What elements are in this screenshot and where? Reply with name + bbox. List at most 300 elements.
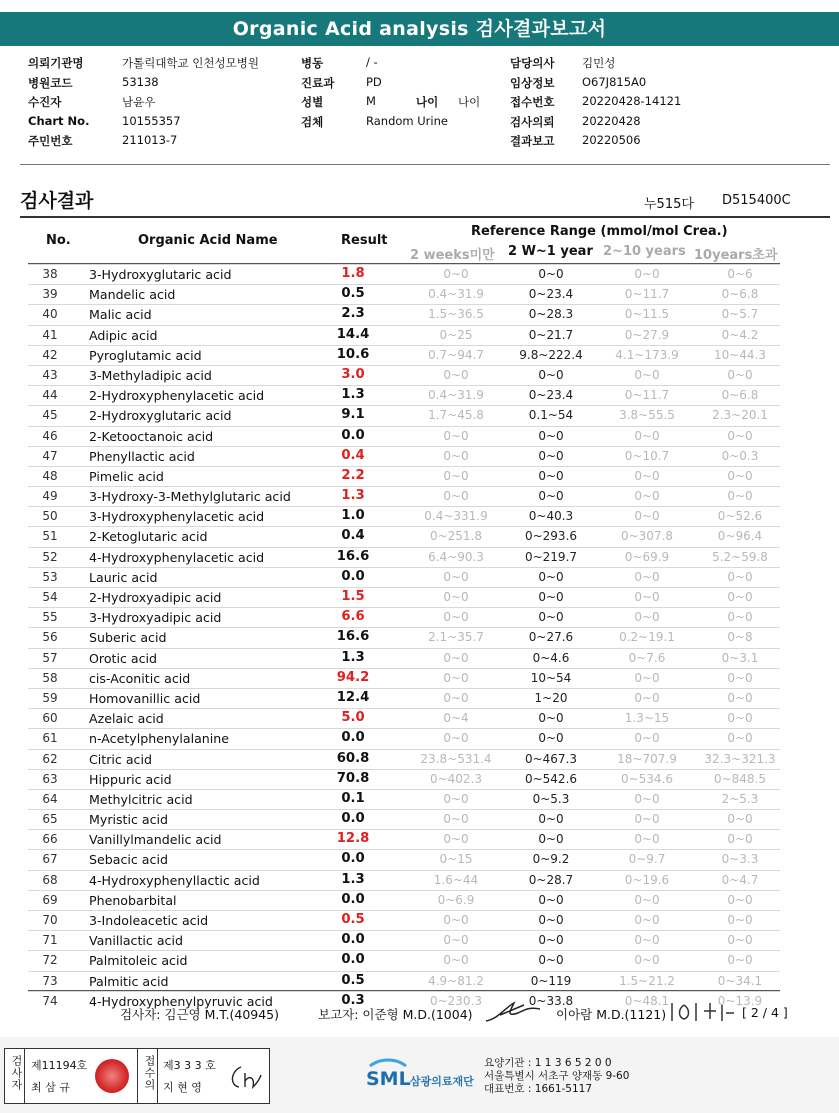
result-value: 3.0	[341, 366, 365, 382]
result-value: 0.4	[341, 528, 365, 544]
row-number: 57	[42, 650, 58, 665]
ref-2weeks: 0~0	[443, 448, 469, 463]
result-value: 1.8	[341, 266, 365, 281]
acid-name: Citric acid	[89, 751, 152, 767]
table-row	[28, 930, 780, 950]
ref-2weeks: 0.4~31.9	[428, 287, 484, 302]
ref-2weeks: 0~402.3	[429, 771, 483, 786]
licensee-name-2: 지 현 영	[163, 1081, 202, 1094]
ref-2w-1y: 0~0	[538, 569, 564, 584]
ref-10y-over: 0~0	[727, 953, 753, 968]
table-row	[28, 304, 780, 324]
license-number-2: 제3 3 3 호	[163, 1059, 216, 1072]
result-value: 6.6	[341, 609, 365, 625]
ref-2-10y: 0~0	[634, 590, 660, 604]
ref-2weeks: 2.1~35.7	[428, 630, 484, 645]
result-value: 1.3	[341, 649, 365, 665]
ref-10y-over: 0~0	[727, 367, 753, 382]
result-value: 60.8	[336, 750, 370, 766]
row-number: 44	[42, 388, 58, 403]
test-request-label: 검사의뢰	[510, 114, 555, 129]
ref-2w-1y: 0~0	[538, 953, 564, 968]
ref-2w-1y: 0~293.6	[524, 529, 578, 544]
ref-2w-1y: 0~219.7	[524, 549, 578, 564]
col-name-header: Organic Acid Name	[138, 233, 278, 248]
second-md-text: 이아람 M.D.(1121)	[556, 1007, 667, 1022]
ref-10y-over: 0~0	[727, 690, 753, 705]
acid-name: Pimelic acid	[89, 468, 164, 484]
row-number: 62	[42, 751, 58, 766]
result-value: 14.4	[336, 326, 370, 342]
ref-10y-over: 2.3~20.1	[712, 408, 768, 423]
ref-2w-1y: 0~4.6	[532, 650, 570, 665]
result-value: 5.0	[341, 710, 365, 726]
hospital-code-value: 53138	[122, 74, 159, 89]
acid-name: 2-Hydroxyphenylacetic acid	[89, 388, 265, 404]
ref-2w-1y: 0~0	[538, 610, 564, 625]
table-row	[28, 890, 780, 910]
report-title-banner	[0, 12, 839, 46]
acid-name: Malic acid	[89, 307, 152, 323]
chart-no-label: Chart No.	[28, 113, 90, 128]
acid-name: Suberic acid	[89, 630, 167, 646]
ref-10y-over: 0~0	[727, 933, 753, 948]
row-number: 71	[42, 933, 58, 948]
sex-label: 성별	[301, 95, 324, 109]
result-value: 16.6	[336, 629, 370, 645]
ref-10y-over: 0~34.1	[717, 973, 763, 988]
acid-name: 4-Hydroxyphenylacetic acid	[89, 549, 265, 565]
ref-10y-over: 2~5.3	[721, 791, 759, 806]
ref-2-10y: 1.5~21.2	[619, 973, 675, 988]
row-number: 64	[42, 791, 58, 806]
result-value: 9.1	[341, 407, 365, 423]
divider	[24, 1049, 25, 1103]
section-code-2: D515400C	[722, 193, 791, 208]
result-value: 0.1	[341, 790, 365, 806]
doctor-label: 담당의사	[510, 56, 555, 70]
row-number: 72	[42, 953, 58, 968]
result-value: 1.3	[341, 871, 365, 887]
reporter-signature	[484, 999, 542, 1025]
ref-2weeks: 0.7~94.7	[428, 347, 484, 362]
ref-2weeks: 0~0	[443, 267, 469, 281]
ref-2weeks: 0~0	[443, 489, 469, 504]
ref-col-2w-1y: 2 W~1 year	[508, 244, 593, 259]
ref-2weeks: 0.4~31.9	[428, 388, 484, 403]
table-row	[28, 426, 780, 446]
ref-10y-over: 0~0	[727, 610, 753, 625]
result-value: 0.0	[341, 730, 365, 746]
result-value: 0.0	[341, 932, 365, 948]
ref-2weeks: 1.6~44	[433, 872, 479, 887]
ref-10y-over: 32.3~321.3	[704, 751, 776, 766]
ref-10y-over: 0~0	[727, 812, 753, 827]
examiner-text: 검사자: 김근영 M.T.(40945)	[120, 1007, 280, 1022]
divider	[20, 216, 830, 218]
result-value: 0.0	[341, 851, 365, 867]
acid-name: 3-Hydroxyphenylacetic acid	[89, 509, 265, 525]
result-value: 0.5	[341, 972, 365, 988]
acid-name: Lauric acid	[89, 569, 158, 585]
ref-2weeks: 0~0	[443, 791, 469, 806]
specimen-label: 검체	[301, 114, 324, 129]
table-row	[28, 526, 780, 546]
chart-no-value: 10155357	[122, 113, 181, 128]
acid-name: 2-Hydroxyglutaric acid	[89, 408, 232, 424]
table-row	[28, 849, 780, 869]
ref-2-10y: 0~69.9	[624, 549, 670, 564]
table-row	[28, 345, 780, 365]
table-row	[28, 627, 780, 647]
ref-2-10y: 0~0	[634, 468, 660, 483]
ref-2weeks: 4.9~81.2	[428, 973, 484, 988]
ref-2-10y: 0~11.7	[624, 287, 670, 302]
result-value: 0.0	[341, 891, 365, 907]
table-row	[28, 971, 780, 991]
ref-10y-over: 0~0	[727, 428, 753, 443]
ref-2w-1y: 0~0	[538, 428, 564, 443]
requesting-org-label: 의뢰기관명	[28, 56, 84, 70]
ref-2-10y: 0~0	[634, 267, 660, 281]
ref-2w-1y: 0~5.3	[532, 791, 570, 806]
ref-2-10y: 0~0	[634, 428, 660, 443]
ref-2-10y: 0~0	[634, 731, 660, 746]
license-number-1: 제11194호	[31, 1059, 88, 1072]
acid-name: 3-Hydroxy-3-Methylglutaric acid	[89, 489, 291, 505]
ref-2weeks: 0~0	[443, 832, 469, 847]
table-row	[28, 728, 780, 748]
ref-10y-over: 0~0	[727, 569, 753, 584]
acid-name: 3-Methyladipic acid	[89, 367, 212, 383]
row-number: 60	[42, 711, 58, 726]
ref-2-10y: 0~0	[634, 913, 660, 927]
ref-10y-over: 0~8	[727, 630, 753, 645]
ref-2w-1y: 0.1~54	[528, 408, 574, 423]
ref-2weeks: 0.4~331.9	[424, 509, 488, 524]
page-indicator: [ 2 / 4 ]	[742, 1005, 788, 1020]
ref-2w-1y: 0~40.3	[528, 509, 574, 524]
ref-2-10y: 0~0	[634, 892, 660, 907]
examinee-value: 남윤우	[122, 95, 156, 109]
address-line: 요양기관 : 1 1 3 6 5 2 0 0	[484, 1057, 612, 1069]
row-number: 54	[42, 590, 58, 604]
doctor-value: 김민성	[582, 56, 616, 70]
ref-10y-over: 0~0	[727, 468, 753, 483]
table-row	[28, 385, 780, 405]
ref-2w-1y: 0~0	[538, 489, 564, 504]
ref-2weeks: 0~0	[443, 428, 469, 443]
reporter-text: 보고자: 이준형 M.D.(1004)	[318, 1007, 473, 1022]
ref-2-10y: 0~27.9	[624, 327, 670, 342]
ref-10y-over: 0~0	[727, 489, 753, 504]
divider	[20, 164, 830, 165]
ref-2weeks: 0~0	[443, 690, 469, 705]
ref-10y-over: 0~4.2	[721, 327, 759, 342]
row-number: 63	[42, 771, 58, 786]
ref-2-10y: 0~0	[634, 690, 660, 705]
ref-2-10y: 1.3~15	[624, 711, 670, 726]
ref-2-10y: 0~0	[634, 670, 660, 685]
ref-2weeks: 0~15	[439, 852, 473, 867]
table-header	[28, 222, 780, 264]
table-row	[28, 486, 780, 506]
result-value: 1.0	[341, 508, 365, 524]
col-no-header: No.	[46, 233, 71, 248]
table-row	[28, 668, 780, 688]
info-row	[28, 72, 828, 92]
ref-2w-1y: 0~0	[538, 892, 564, 907]
ref-10y-over: 0~0	[727, 590, 753, 604]
ref-2weeks: 0~0	[443, 468, 469, 483]
ref-10y-over: 0~0	[727, 670, 753, 685]
result-value: 12.8	[336, 831, 370, 847]
row-number: 55	[42, 610, 58, 625]
address-line: 대표번호 : 1661-5117	[484, 1083, 593, 1095]
ref-col-2weeks: 2 weeks미만	[410, 248, 495, 263]
row-number: 58	[42, 670, 58, 685]
table-row	[28, 607, 780, 627]
ref-2-10y: 0~11.5	[624, 307, 670, 322]
official-seal	[95, 1059, 129, 1093]
ref-10y-over: 0~13.9	[717, 993, 763, 1008]
ref-2-10y: 0.2~19.1	[619, 630, 675, 645]
acid-name: Hippuric acid	[89, 771, 172, 787]
acid-name: 2-Hydroxyadipic acid	[89, 590, 222, 605]
examinee-label: 수진자	[28, 95, 62, 109]
ref-2weeks: 0~0	[443, 569, 469, 584]
result-value: 2.3	[341, 306, 365, 322]
table-row	[28, 446, 780, 466]
department-label: 진료과	[301, 75, 335, 90]
row-number: 56	[42, 630, 58, 645]
acid-name: Orotic acid	[89, 650, 158, 666]
ref-2w-1y: 0~28.7	[528, 872, 574, 887]
result-value: 0.3	[341, 992, 365, 1008]
requesting-org-value: 가톨릭대학교 인천성모병원	[122, 56, 259, 70]
row-number: 53	[42, 569, 58, 584]
resident-no-value: 211013-7	[122, 133, 178, 147]
row-number: 73	[42, 973, 58, 988]
ref-10y-over: 0~3.1	[721, 650, 759, 665]
ref-10y-over: 0~6.8	[721, 287, 759, 302]
ref-2w-1y: 0~0	[538, 812, 564, 827]
acid-name: 2-Ketooctanoic acid	[89, 428, 214, 444]
table-row	[28, 749, 780, 769]
ref-2-10y: 4.1~173.9	[615, 347, 679, 362]
receipt-no-value: 20220428-14121	[582, 94, 682, 108]
ref-2w-1y: 1~20	[534, 690, 568, 705]
acid-name: Mandelic acid	[89, 287, 176, 303]
ref-2w-1y: 0~0	[538, 468, 564, 483]
ref-2w-1y: 0~0	[538, 367, 564, 382]
table-row	[28, 769, 780, 789]
result-value: 16.6	[336, 548, 370, 564]
result-value: 0.5	[341, 912, 365, 927]
table-row	[28, 587, 780, 607]
row-number: 46	[42, 428, 58, 443]
table-row	[28, 648, 780, 668]
info-row	[28, 111, 828, 131]
ref-2w-1y: 0~0	[538, 731, 564, 746]
ref-2weeks: 0~0	[443, 650, 469, 665]
section-code-1: 누515다	[644, 197, 694, 212]
ref-2weeks: 0~0	[443, 933, 469, 948]
ref-10y-over: 0~0	[727, 731, 753, 746]
row-number: 67	[42, 852, 58, 867]
clinical-info-value: O67J815A0	[582, 74, 647, 89]
result-value: 12.4	[336, 689, 370, 705]
license-stamp-box	[4, 1048, 270, 1104]
table-row	[28, 950, 780, 970]
ref-2w-1y: 0~23.4	[528, 287, 574, 302]
acid-name: Palmitic acid	[89, 973, 169, 989]
divider	[137, 1049, 138, 1103]
ref-10y-over: 0~6.8	[721, 388, 759, 403]
ref-col-2-10y: 2~10 years	[603, 244, 686, 259]
table-row	[28, 466, 780, 486]
table-row	[28, 325, 780, 345]
table-row	[28, 708, 780, 728]
ref-10y-over: 10~44.3	[713, 347, 767, 362]
resident-no-label: 주민번호	[28, 134, 73, 148]
ref-2weeks: 0~0	[443, 590, 469, 604]
ref-2-10y: 0~0	[634, 832, 660, 847]
ref-2w-1y: 0~467.3	[524, 751, 578, 766]
ref-2w-1y: 0~27.6	[528, 630, 574, 645]
ref-2weeks: 0~0	[443, 670, 469, 685]
result-report-label: 결과보고	[510, 134, 555, 148]
ref-10y-over: 0~5.7	[721, 307, 759, 322]
specimen-value: Random Urine	[366, 113, 448, 128]
table-row	[28, 688, 780, 708]
acid-name: Phenobarbital	[89, 892, 177, 908]
age-label: 나이	[416, 95, 439, 109]
ref-2w-1y: 10~54	[530, 670, 572, 685]
ref-2weeks: 0~0	[443, 953, 469, 968]
ref-2-10y: 0~0	[634, 509, 660, 524]
ref-2-10y: 0~9.7	[628, 852, 666, 867]
row-number: 48	[42, 468, 58, 483]
ref-2w-1y: 0~0	[538, 832, 564, 847]
result-value: 0.0	[341, 952, 365, 968]
col-result-header: Result	[341, 233, 388, 248]
row-number: 51	[42, 529, 58, 544]
table-row	[28, 547, 780, 567]
row-number: 65	[42, 812, 58, 827]
acid-name: Phenyllactic acid	[89, 448, 195, 464]
table-row	[28, 870, 780, 890]
row-number: 45	[42, 408, 58, 423]
ref-2-10y: 0~11.7	[624, 388, 670, 403]
acid-name: Vanillactic acid	[89, 933, 183, 949]
ref-10y-over: 0~0	[727, 832, 753, 847]
ref-2-10y: 0~0	[634, 489, 660, 504]
result-value: 2.2	[341, 467, 365, 483]
age-value: 나이	[458, 95, 481, 109]
ref-2w-1y: 0~542.6	[524, 771, 578, 786]
second-md-signature	[668, 999, 738, 1025]
ref-2weeks: 23.8~531.4	[420, 751, 492, 766]
receipt-no-label: 접수번호	[510, 95, 555, 109]
acid-name: Vanillylmandelic acid	[89, 832, 222, 848]
ref-2weeks: 0~0	[443, 812, 469, 827]
sml-logo	[366, 1056, 476, 1094]
ref-10y-over: 0~52.6	[717, 509, 763, 524]
row-number: 69	[42, 892, 58, 907]
info-row	[28, 91, 828, 111]
result-value: 0.4	[341, 447, 365, 463]
result-value: 1.5	[341, 589, 365, 604]
row-number: 59	[42, 690, 58, 705]
ref-2w-1y: 0~0	[538, 933, 564, 948]
reference-range-title: Reference Range (mmol/mol Crea.)	[471, 224, 728, 239]
row-number: 43	[42, 367, 58, 382]
acid-name: 2-Ketoglutaric acid	[89, 529, 208, 545]
ref-2-10y: 0~0	[634, 933, 660, 948]
ref-2-10y: 18~707.9	[617, 751, 677, 766]
acid-name: 3-Indoleacetic acid	[89, 913, 209, 928]
test-request-value: 20220428	[582, 113, 641, 128]
row-number: 41	[42, 327, 58, 342]
ref-2weeks: 1.7~45.8	[428, 408, 484, 423]
result-value: 0.0	[341, 811, 365, 827]
acid-name: Pyroglutamic acid	[89, 347, 202, 363]
row-number: 39	[42, 287, 58, 302]
row-number: 61	[42, 731, 58, 746]
ref-2weeks: 0~25	[439, 327, 473, 342]
ref-2w-1y: 0~9.2	[532, 852, 570, 867]
row-number: 47	[42, 448, 58, 463]
approve-label: 접수의	[143, 1055, 156, 1091]
ref-10y-over: 0~96.4	[717, 529, 763, 544]
ref-2-10y: 0~0	[634, 569, 660, 584]
acid-name: 3-Hydroxyglutaric acid	[89, 267, 232, 282]
table-row	[28, 506, 780, 526]
ref-2w-1y: 0~28.3	[528, 307, 574, 322]
ref-2-10y: 0~0	[634, 953, 660, 968]
result-value: 10.6	[336, 346, 370, 362]
ref-10y-over: 0~0	[727, 913, 753, 927]
ref-10y-over: 0~0	[727, 892, 753, 907]
patient-info-block	[28, 52, 828, 150]
divider	[157, 1049, 158, 1103]
table-row	[28, 910, 780, 930]
ref-2w-1y: 0~33.8	[528, 993, 574, 1008]
row-number: 68	[42, 872, 58, 887]
table-row	[28, 405, 780, 425]
table-row	[28, 365, 780, 385]
row-number: 49	[42, 489, 58, 504]
verify-label: 검사자	[10, 1055, 23, 1091]
ref-2-10y: 0~19.6	[624, 872, 670, 887]
ref-2-10y: 0~0	[634, 812, 660, 827]
ref-2-10y: 0~0	[634, 367, 660, 382]
result-value: 1.3	[341, 387, 365, 403]
row-number: 70	[42, 913, 58, 927]
section-title: 검사결과	[20, 190, 94, 212]
row-number: 50	[42, 509, 58, 524]
ward-label: 병동	[301, 56, 324, 70]
ref-10y-over: 0~4.7	[721, 872, 759, 887]
table-row	[28, 284, 780, 304]
ref-col-10y-over: 10years초과	[694, 248, 778, 263]
ref-2-10y: 0~0	[634, 791, 660, 806]
ref-2w-1y: 0~23.4	[528, 388, 574, 403]
department-value: PD	[366, 74, 382, 89]
licensee-name-1: 최 삼 규	[31, 1081, 70, 1094]
ref-2w-1y: 0~0	[538, 913, 564, 927]
